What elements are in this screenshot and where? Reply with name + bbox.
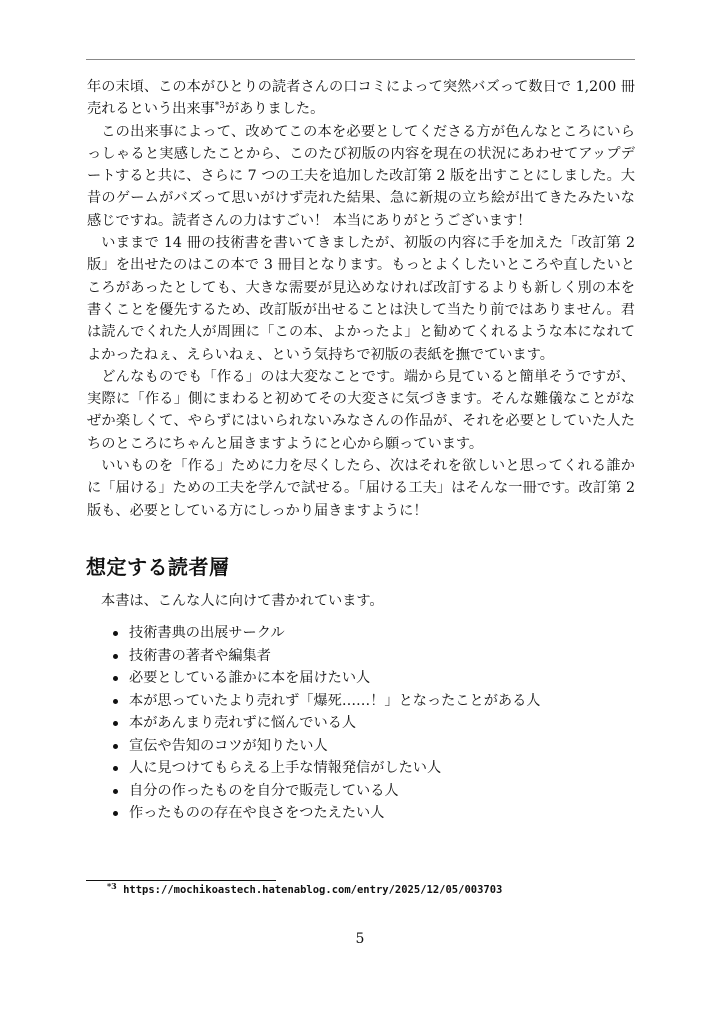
list-item	[113, 780, 540, 803]
header-rule	[86, 59, 635, 60]
list-item	[113, 667, 540, 690]
list-item	[113, 622, 540, 645]
body-text	[87, 76, 635, 522]
footnote-url[interactable]: https://mochikoastech.hatenablog.com/entry/2025/12/05/003703	[123, 884, 503, 896]
paragraph-3: いままで 14 冊の技術書を書いてきましたが、初版の内容に手を加えた「改訂第 2 版」を出せたのはこの本で 3 冊目となります。もっとよくしたいところや直したいところがあったとしても、大きな需要が見込めなければ改訂するよりも新しく別の本を書くことを優先するため、改訂版が出せることは決して当たり前ではありません。君は読んでくれた人が周囲に「この本、よかったよ」と勧めてくれるような本になれてよかったねぇ、えらいねぇ、という気持ちで初版の表紙を撫でています。	[87, 235, 635, 363]
paragraph-text: がありました。	[224, 101, 325, 118]
list-item	[113, 690, 540, 713]
bullet-icon	[113, 654, 118, 659]
bullet-icon	[113, 744, 118, 749]
bullet-icon	[113, 789, 118, 794]
bullet-icon	[113, 676, 118, 681]
list-item-text: 本があんまり売れずに悩んでいる人	[129, 715, 357, 731]
list-item	[113, 757, 540, 780]
bullet-icon	[113, 631, 118, 636]
bullet-icon	[113, 811, 118, 816]
paragraph-text: 年の末頃、この本がひとりの読者さんの口コミによって突然バズって数日で 1,200 冊売れるという出来事	[87, 79, 635, 118]
section-intro: 本書は、こんな人に向けて書かれています。	[101, 593, 384, 609]
list-item	[113, 802, 540, 825]
list-item	[113, 712, 540, 735]
footnote	[107, 881, 503, 896]
paragraph-2: この出来事によって、改めてこの本を必要としてくださる方が色んなところにいらっしゃると実感したことから、このたび初版の内容を現在の状況にあわせてアップデートすると共に、さらに 7 つの工夫を追加した改訂第 2 版を出すことにしました。大昔のゲームがバズって思いがけず売れた結果、急に新規の立ち絵が出てきたみたいな感じですね。読者さんの力はすごい！ 本当にありがとうございます！	[87, 123, 635, 229]
section-heading: 想定する読者層	[86, 555, 230, 579]
footnote-mark: *3	[107, 881, 117, 891]
list-item-text: 必要としている誰かに本を届けたい人	[129, 670, 371, 686]
list-item	[113, 645, 540, 668]
list-item-text: 技術書の著者や編集者	[129, 647, 271, 664]
list-item-text: 宣伝や告知のコツが知りたい人	[129, 737, 328, 754]
bullet-icon	[113, 721, 118, 726]
bullet-icon	[113, 699, 118, 704]
list-item-text: 作ったものの存在や良さをつたえたい人	[129, 805, 385, 821]
list-item-text: 本が思っていたより売れず「爆死……！」となったことがある人	[129, 692, 541, 709]
list-item	[113, 735, 540, 758]
list-item-text: 自分の作ったものを自分で販売している人	[129, 782, 399, 799]
paragraph-1	[87, 76, 635, 121]
list-item-text: 技術書典の出展サークル	[129, 625, 285, 641]
paragraph-5: いいものを「作る」ために力を尽くしたら、次はそれを欲しいと思ってくれる誰かに「届ける」ための工夫を学んで試せる。「届ける工夫」はそんな一冊です。改訂第 2 版も、必要としている方にしっかり届きますように！	[87, 458, 635, 519]
page-number: 5	[355, 931, 365, 947]
bullet-icon	[113, 766, 118, 771]
reader-list	[113, 622, 540, 825]
footnote-ref[interactable]: *3	[214, 101, 225, 112]
list-item-text: 人に見つけてもらえる上手な情報発信がしたい人	[129, 760, 442, 776]
paragraph-4: どんなものでも「作る」のは大変なことです。端から見ていると簡単そうですが、実際に「作る」側にまわると初めてその大変さに気づきます。そんな難儀なことがなぜか楽しくて、やらずにはいられないみなさんの作品が、それを必要としていた人たちのところにちゃんと届きますようにと心から願っています。	[87, 368, 635, 452]
